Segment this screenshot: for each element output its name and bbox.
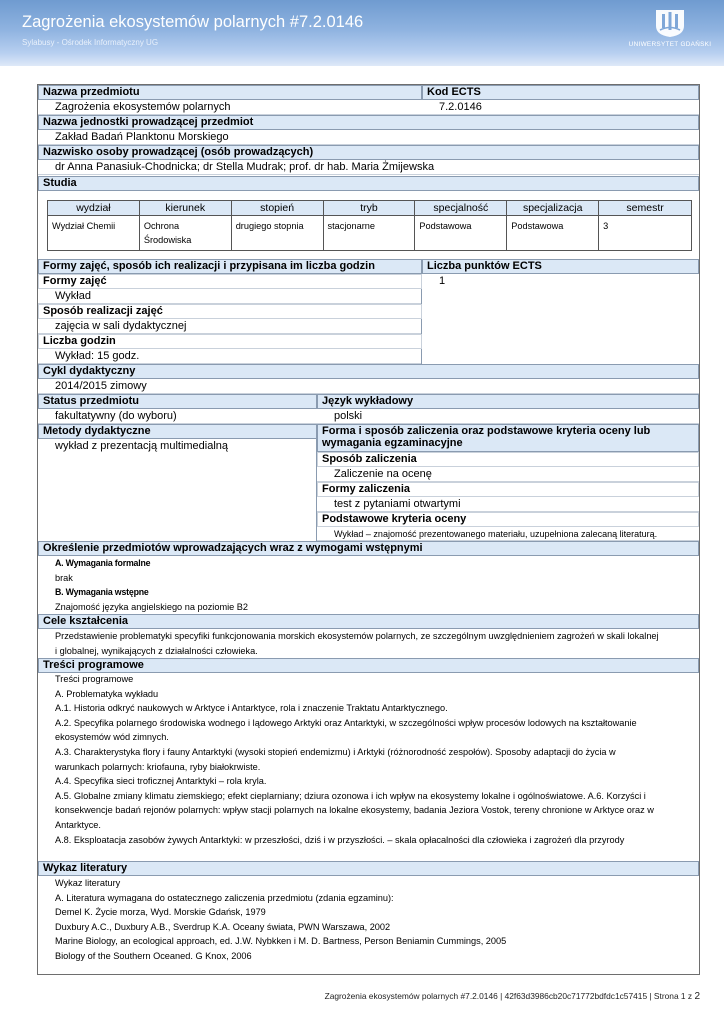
program-line: A.2. Specyfika polarnego środowiska wodnego i lądowego Arktyki oraz Antarktyki, w szczególności wpływ procesów lodowych na kształtowanie — [55, 717, 637, 728]
forma-value: Wykład — [38, 289, 421, 304]
ects-points-header: Liczba punktów ECTS — [422, 259, 699, 274]
language-header: Język wykładowy — [317, 394, 699, 409]
studia-col-semestr: semestr — [599, 201, 692, 216]
syllabus-document — [37, 84, 700, 975]
methods-value: wykład z prezentacją multimedialną — [55, 440, 229, 452]
program-header: Treści programowe — [38, 658, 699, 673]
prereq-formal-label: A. Wymagania formalne — [55, 558, 151, 568]
studia-table-header-row — [48, 201, 692, 216]
literature-line: Duxbury A.C., Duxbury A.B., Sverdrup K.A. Oceany świata, PWN Warszawa, 2002 — [55, 921, 391, 932]
university-logo — [626, 8, 714, 56]
studia-col-wydzial: wydział — [48, 201, 140, 216]
assessment-method-value: Zaliczenie na ocenę — [317, 467, 699, 482]
studia-cell-wydzial: Wydział Chemii — [48, 216, 140, 251]
studia-cell-specjalnosc: Podstawowa — [415, 216, 507, 251]
studia-cell-tryb: stacjonarne — [323, 216, 415, 251]
course-name-header: Nazwa przedmiotu — [38, 85, 422, 100]
assessment-forms-header: Formy zaliczenia — [317, 482, 699, 497]
sposob-value: zajęcia w sali dydaktycznej — [38, 319, 421, 334]
godziny-header: Liczba godzin — [38, 334, 422, 349]
status-value: fakultatywny (do wyboru) — [38, 409, 317, 424]
prereq-initial-value: Znajomość języka angielskiego na poziomie B2 — [55, 601, 249, 612]
prereq-block — [55, 556, 695, 614]
forms-header: Formy zajęć, sposób ich realizacji i przypisana im liczba godzin — [38, 259, 422, 274]
goals-header: Cele kształcenia — [38, 614, 699, 629]
program-block — [55, 672, 695, 847]
program-line: Treści programowe — [55, 674, 134, 684]
prereq-formal-value: brak — [55, 572, 73, 583]
prereq-header: Określenie przedmiotów wprowadzających wraz z wymogami wstępnymi — [38, 541, 699, 556]
literature-block — [55, 876, 695, 964]
footer-total-pages: 2 — [694, 991, 700, 1002]
page-subtitle: Sylabusy - Ośrodek Informatyczny UG — [22, 38, 159, 47]
program-line: A.1. Historia odkryć naukowych w Arktyce i Antarktyce, rola i znaczenie Traktatu Antarktycznego. — [55, 703, 448, 714]
assessment-forms-value: test z pytaniami otwartymi — [317, 497, 699, 512]
cycle-value: 2014/2015 zimowy — [38, 379, 699, 394]
ects-code-header: Kod ECTS — [422, 85, 699, 100]
criteria-header: Podstawowe kryteria oceny — [317, 512, 699, 527]
studia-cell-specjalizacja: Podstawowa — [507, 216, 599, 251]
prereq-initial-label: B. Wymagania wstępne — [55, 587, 149, 598]
studia-table — [47, 200, 692, 251]
logo-text: UNIWERSYTET GDAŃSKI — [628, 41, 712, 48]
program-line: konsekwencje badań rejonów polarnych: wpływ stacji polarnych na lokalne ekosystemy, badania Jeziora Vostok, tereny chronione w Arktyce oraz w — [55, 805, 654, 816]
program-line: warunkach polarnych: kriofauna, ryby białokrwiste. — [55, 761, 261, 772]
program-line: ekosystemów wód zimnych. — [55, 732, 169, 743]
godziny-value: Wykład: 15 godz. — [38, 349, 421, 364]
unit-value: Zakład Badań Planktonu Morskiego — [38, 130, 699, 145]
goals-block — [55, 629, 695, 658]
language-value: polski — [317, 409, 699, 424]
literature-line: Demel K. Życie morza, Wyd. Morskie Gdańsk, 1979 — [55, 907, 266, 918]
university-crest-icon — [652, 8, 688, 38]
literature-line: Biology of the Southern Oceaned. G Knox, 2006 — [55, 950, 252, 961]
studia-cell-stopien: drugiego stopnia — [231, 216, 323, 251]
criteria-value: Wykład – znajomość prezentowanego materiału, uzupełniona zalecaną literaturą. — [317, 527, 699, 541]
methods-header: Metody dydaktyczne — [38, 424, 317, 439]
cycle-header: Cykl dydaktyczny — [38, 364, 699, 379]
studia-col-specjalnosc: specjalność — [415, 201, 507, 216]
page-title: Zagrożenia ekosystemów polarnych #7.2.0146 — [22, 13, 364, 31]
literature-line: Wykaz literatury — [55, 878, 121, 888]
teachers-header: Nazwisko osoby prowadzącej (osób prowadzących) — [38, 145, 699, 160]
status-header: Status przedmiotu — [38, 394, 317, 409]
table-row — [48, 216, 692, 251]
program-line: A.8. Eksploatacja zasobów żywych Antarktyki: w przeszłości, dziś i w przyszłości. – skala opłacalności dla człowieka i zagrożeń dla przyrody — [55, 834, 625, 845]
studia-cell-semestr: 3 — [599, 216, 692, 251]
literature-line: Marine Biology, an ecological approach, ed. J.W. Nybkken i M. D. Bartness, Person Beniamin Cummings, 2005 — [55, 936, 507, 947]
page-footer — [325, 991, 700, 1002]
literature-line: A. Literatura wymagana do ostatecznego zaliczenia przedmiotu (zdania egzaminu): — [55, 892, 394, 903]
studia-col-specjalizacja: specjalizacja — [507, 201, 599, 216]
program-line: A.4. Specyfika sieci troficznej Antarktyki – rola kryla. — [55, 776, 267, 787]
program-line: A. Problematyka wykładu — [55, 688, 159, 699]
ects-code-value: 7.2.0146 — [422, 100, 699, 115]
course-name-value: Zagrożenia ekosystemów polarnych — [38, 100, 422, 115]
assessment-method-header: Sposób zaliczenia — [317, 452, 699, 467]
goals-line: i globalnej, wynikających z działalności człowieka. — [55, 645, 258, 656]
program-line: A.5. Globalne zmiany klimatu ziemskiego; efekt cieplarniany; dziura ozonowa i ich wpływ na ekosystemy lokalne i ogólnoświatowe. A.6. Korzyści i — [55, 790, 646, 801]
studia-col-stopien: stopień — [231, 201, 323, 216]
unit-header: Nazwa jednostki prowadzącej przedmiot — [38, 115, 699, 130]
sposob-header: Sposób realizacji zajęć — [38, 304, 422, 319]
assessment-header: Forma i sposób zaliczenia oraz podstawowe kryteria oceny lub wymagania egzaminacyjne — [317, 424, 699, 452]
studia-header: Studia — [38, 176, 699, 191]
teachers-value: dr Anna Panasiuk-Chodnicka; dr Stella Mudrak; prof. dr hab. Maria Żmijewska — [38, 160, 699, 175]
program-line: A.3. Charakterystyka flory i fauny Antarktyki (wysoki stopień endemizmu) i Arktyki (różnorodność zespołów). Sposoby adaptacji do życia w — [55, 746, 616, 757]
literature-header: Wykaz literatury — [38, 861, 699, 876]
studia-cell-kierunek: Ochrona Środowiska — [139, 216, 231, 251]
forma-header: Formy zajęć — [38, 274, 422, 289]
studia-col-tryb: tryb — [323, 201, 415, 216]
page-banner — [0, 0, 724, 66]
studia-col-kierunek: kierunek — [139, 201, 231, 216]
goals-line: Przedstawienie problematyki specyfiki funkcjonowania morskich ekosystemów polarnych, ze szczególnym uwzględnieniem zagrożeń w skali lokalnej — [55, 631, 659, 641]
ects-points-value: 1 — [439, 275, 446, 287]
footer-text: Zagrożenia ekosystemów polarnych #7.2.0146 | 42f63d3986cb20c71772bdfdc1c57415 | Strona 1 z — [324, 991, 693, 1001]
program-line: Antarktyce. — [55, 819, 101, 830]
